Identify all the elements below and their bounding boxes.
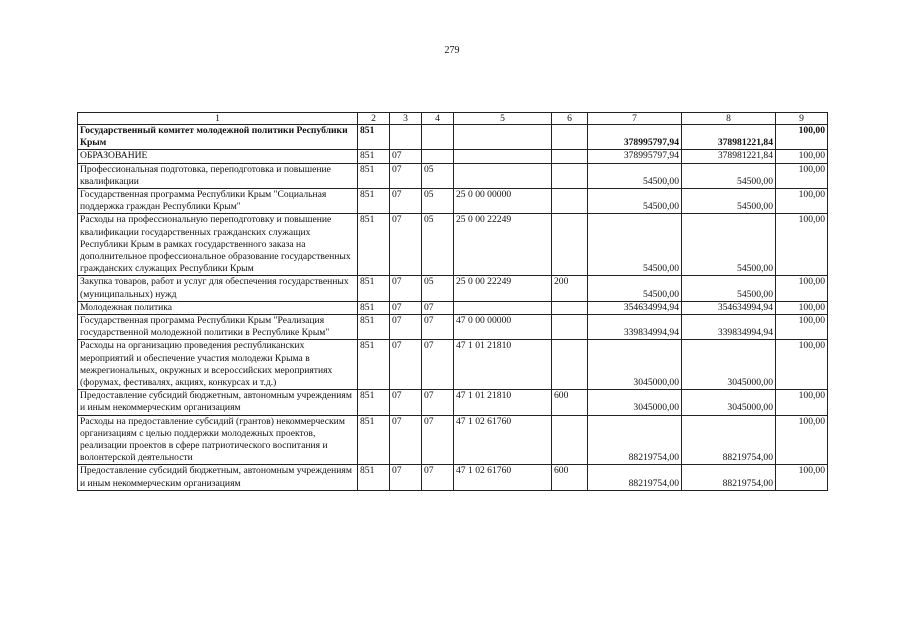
cell-col2: 851: [358, 150, 390, 163]
cell-col4: 07: [422, 390, 454, 415]
cell-col9-percent: 100,00: [776, 340, 828, 390]
cell-col7-amount: 339834994,94: [588, 315, 682, 340]
cell-col7-amount: 3045000,00: [588, 390, 682, 415]
cell-col5: [454, 163, 552, 188]
cell-col4: 05: [422, 214, 454, 276]
row-name: Государственный комитет молодежной политики Республики Крым: [78, 125, 358, 150]
cell-col2: 851: [358, 189, 390, 214]
column-header-4: 4: [422, 113, 454, 125]
cell-col3: 07: [390, 150, 422, 163]
row-name: Предоставление субсидий бюджетным, автономным учреждениям и иным некоммерческим организациям: [78, 390, 358, 415]
cell-col8-amount: 378981221,84: [682, 150, 776, 163]
row-name: ОБРАЗОВАНИЕ: [78, 150, 358, 163]
table-row: [78, 465, 828, 490]
cell-col7-amount: 354634994,94: [588, 301, 682, 314]
cell-col5: [454, 125, 552, 150]
cell-col5: 47 1 01 21810: [454, 390, 552, 415]
cell-col4: 05: [422, 276, 454, 301]
cell-col6: [552, 125, 588, 150]
cell-col2: 851: [358, 390, 390, 415]
table-row: [78, 189, 828, 214]
cell-col3: 07: [390, 276, 422, 301]
cell-col2: 851: [358, 125, 390, 150]
column-header-6: 6: [552, 113, 588, 125]
cell-col5: 47 1 01 21810: [454, 340, 552, 390]
cell-col4: 07: [422, 301, 454, 314]
cell-col2: 851: [358, 276, 390, 301]
cell-col5: 25 0 00 22249: [454, 276, 552, 301]
cell-col9-percent: 100,00: [776, 276, 828, 301]
cell-col4: 05: [422, 189, 454, 214]
table-row: [78, 301, 828, 314]
cell-col5: [454, 301, 552, 314]
cell-col2: 851: [358, 214, 390, 276]
cell-col2: 851: [358, 340, 390, 390]
cell-col2: 851: [358, 465, 390, 490]
page-number: 279: [444, 45, 460, 56]
cell-col3: 07: [390, 390, 422, 415]
cell-col2: 851: [358, 315, 390, 340]
cell-col6: 200: [552, 276, 588, 301]
row-name: Предоставление субсидий бюджетным, автономным учреждениям и иным некоммерческим организациям: [78, 465, 358, 490]
cell-col3: 07: [390, 340, 422, 390]
row-name: Расходы на профессиональную переподготовку и повышение квалификации государственных гражданских служащих Республики Крым в рамках государственного заказа на дополнительное профессиональное образование государственных гражданских служащих Республики Крым: [78, 214, 358, 276]
cell-col3: 07: [390, 214, 422, 276]
cell-col6: [552, 163, 588, 188]
cell-col4: 07: [422, 315, 454, 340]
cell-col7-amount: 378995797,94: [588, 125, 682, 150]
table-row: [78, 150, 828, 163]
cell-col2: 851: [358, 163, 390, 188]
cell-col2: 851: [358, 301, 390, 314]
cell-col6: [552, 189, 588, 214]
cell-col4: [422, 125, 454, 150]
cell-col7-amount: 54500,00: [588, 276, 682, 301]
cell-col2: 851: [358, 415, 390, 465]
cell-col5: 47 0 00 00000: [454, 315, 552, 340]
cell-col7-amount: 3045000,00: [588, 340, 682, 390]
cell-col6: [552, 150, 588, 163]
cell-col4: 07: [422, 415, 454, 465]
cell-col7-amount: 378995797,94: [588, 150, 682, 163]
column-header-8: 8: [682, 113, 776, 125]
row-name: Государственная программа Республики Крым "Социальная поддержка граждан Республики Крым": [78, 189, 358, 214]
cell-col5: 47 1 02 61760: [454, 415, 552, 465]
cell-col7-amount: 54500,00: [588, 214, 682, 276]
cell-col9-percent: 100,00: [776, 125, 828, 150]
cell-col6: [552, 415, 588, 465]
cell-col8-amount: 354634994,94: [682, 301, 776, 314]
cell-col3: 07: [390, 415, 422, 465]
cell-col8-amount: 88219754,00: [682, 465, 776, 490]
budget-table: [77, 112, 828, 491]
table-body: [78, 125, 828, 491]
cell-col9-percent: 100,00: [776, 415, 828, 465]
column-header-1: 1: [78, 113, 358, 125]
cell-col7-amount: 54500,00: [588, 189, 682, 214]
cell-col3: 07: [390, 465, 422, 490]
column-header-3: 3: [390, 113, 422, 125]
cell-col3: [390, 125, 422, 150]
cell-col4: [422, 150, 454, 163]
cell-col8-amount: 88219754,00: [682, 415, 776, 465]
row-name: Расходы на предоставление субсидий (грантов) некоммерческим организациям с целью поддержки молодежных проектов, реализации проектов в сфере патриотического воспитания и волонтерской деятельности: [78, 415, 358, 465]
cell-col7-amount: 88219754,00: [588, 415, 682, 465]
cell-col8-amount: 3045000,00: [682, 340, 776, 390]
cell-col9-percent: 100,00: [776, 390, 828, 415]
cell-col6: 600: [552, 465, 588, 490]
cell-col5: 47 1 02 61760: [454, 465, 552, 490]
cell-col5: 25 0 00 22249: [454, 214, 552, 276]
row-name: Государственная программа Республики Крым "Реализация государственной молодежной политики в Республике Крым": [78, 315, 358, 340]
table-row: [78, 340, 828, 390]
cell-col9-percent: 100,00: [776, 150, 828, 163]
cell-col8-amount: 339834994,94: [682, 315, 776, 340]
cell-col9-percent: 100,00: [776, 214, 828, 276]
column-header-9: 9: [776, 113, 828, 125]
cell-col7-amount: 88219754,00: [588, 465, 682, 490]
table-row: [78, 125, 828, 150]
table-row: [78, 276, 828, 301]
cell-col8-amount: 378981221,84: [682, 125, 776, 150]
cell-col6: [552, 214, 588, 276]
table-row: [78, 163, 828, 188]
cell-col8-amount: 54500,00: [682, 189, 776, 214]
cell-col9-percent: 100,00: [776, 189, 828, 214]
cell-col8-amount: 54500,00: [682, 276, 776, 301]
cell-col3: 07: [390, 189, 422, 214]
cell-col6: [552, 301, 588, 314]
cell-col9-percent: 100,00: [776, 315, 828, 340]
cell-col9-percent: 100,00: [776, 301, 828, 314]
cell-col6: [552, 340, 588, 390]
cell-col5: [454, 150, 552, 163]
cell-col3: 07: [390, 163, 422, 188]
column-header-7: 7: [588, 113, 682, 125]
cell-col4: 07: [422, 340, 454, 390]
row-name: Расходы на организацию проведения республиканских мероприятий и обеспечение участия молодежи Крыма в межрегиональных, окружных и всероссийских мероприятиях (форумах, фестивалях, акциях, конкурсах и т.д.): [78, 340, 358, 390]
cell-col8-amount: 54500,00: [682, 214, 776, 276]
column-header-2: 2: [358, 113, 390, 125]
cell-col9-percent: 100,00: [776, 465, 828, 490]
table-row: [78, 415, 828, 465]
table-row: [78, 315, 828, 340]
cell-col6: [552, 315, 588, 340]
header-row: [78, 113, 828, 125]
row-name: Профессиональная подготовка, переподготовка и повышение квалификации: [78, 163, 358, 188]
cell-col9-percent: 100,00: [776, 163, 828, 188]
cell-col3: 07: [390, 301, 422, 314]
cell-col8-amount: 54500,00: [682, 163, 776, 188]
cell-col4: 05: [422, 163, 454, 188]
cell-col6: 600: [552, 390, 588, 415]
row-name: Закупка товаров, работ и услуг для обеспечения государственных (муниципальных) нужд: [78, 276, 358, 301]
cell-col8-amount: 3045000,00: [682, 390, 776, 415]
table-row: [78, 390, 828, 415]
cell-col7-amount: 54500,00: [588, 163, 682, 188]
cell-col3: 07: [390, 315, 422, 340]
row-name: Молодежная политика: [78, 301, 358, 314]
table-row: [78, 214, 828, 276]
column-header-5: 5: [454, 113, 552, 125]
cell-col4: 07: [422, 465, 454, 490]
cell-col5: 25 0 00 00000: [454, 189, 552, 214]
